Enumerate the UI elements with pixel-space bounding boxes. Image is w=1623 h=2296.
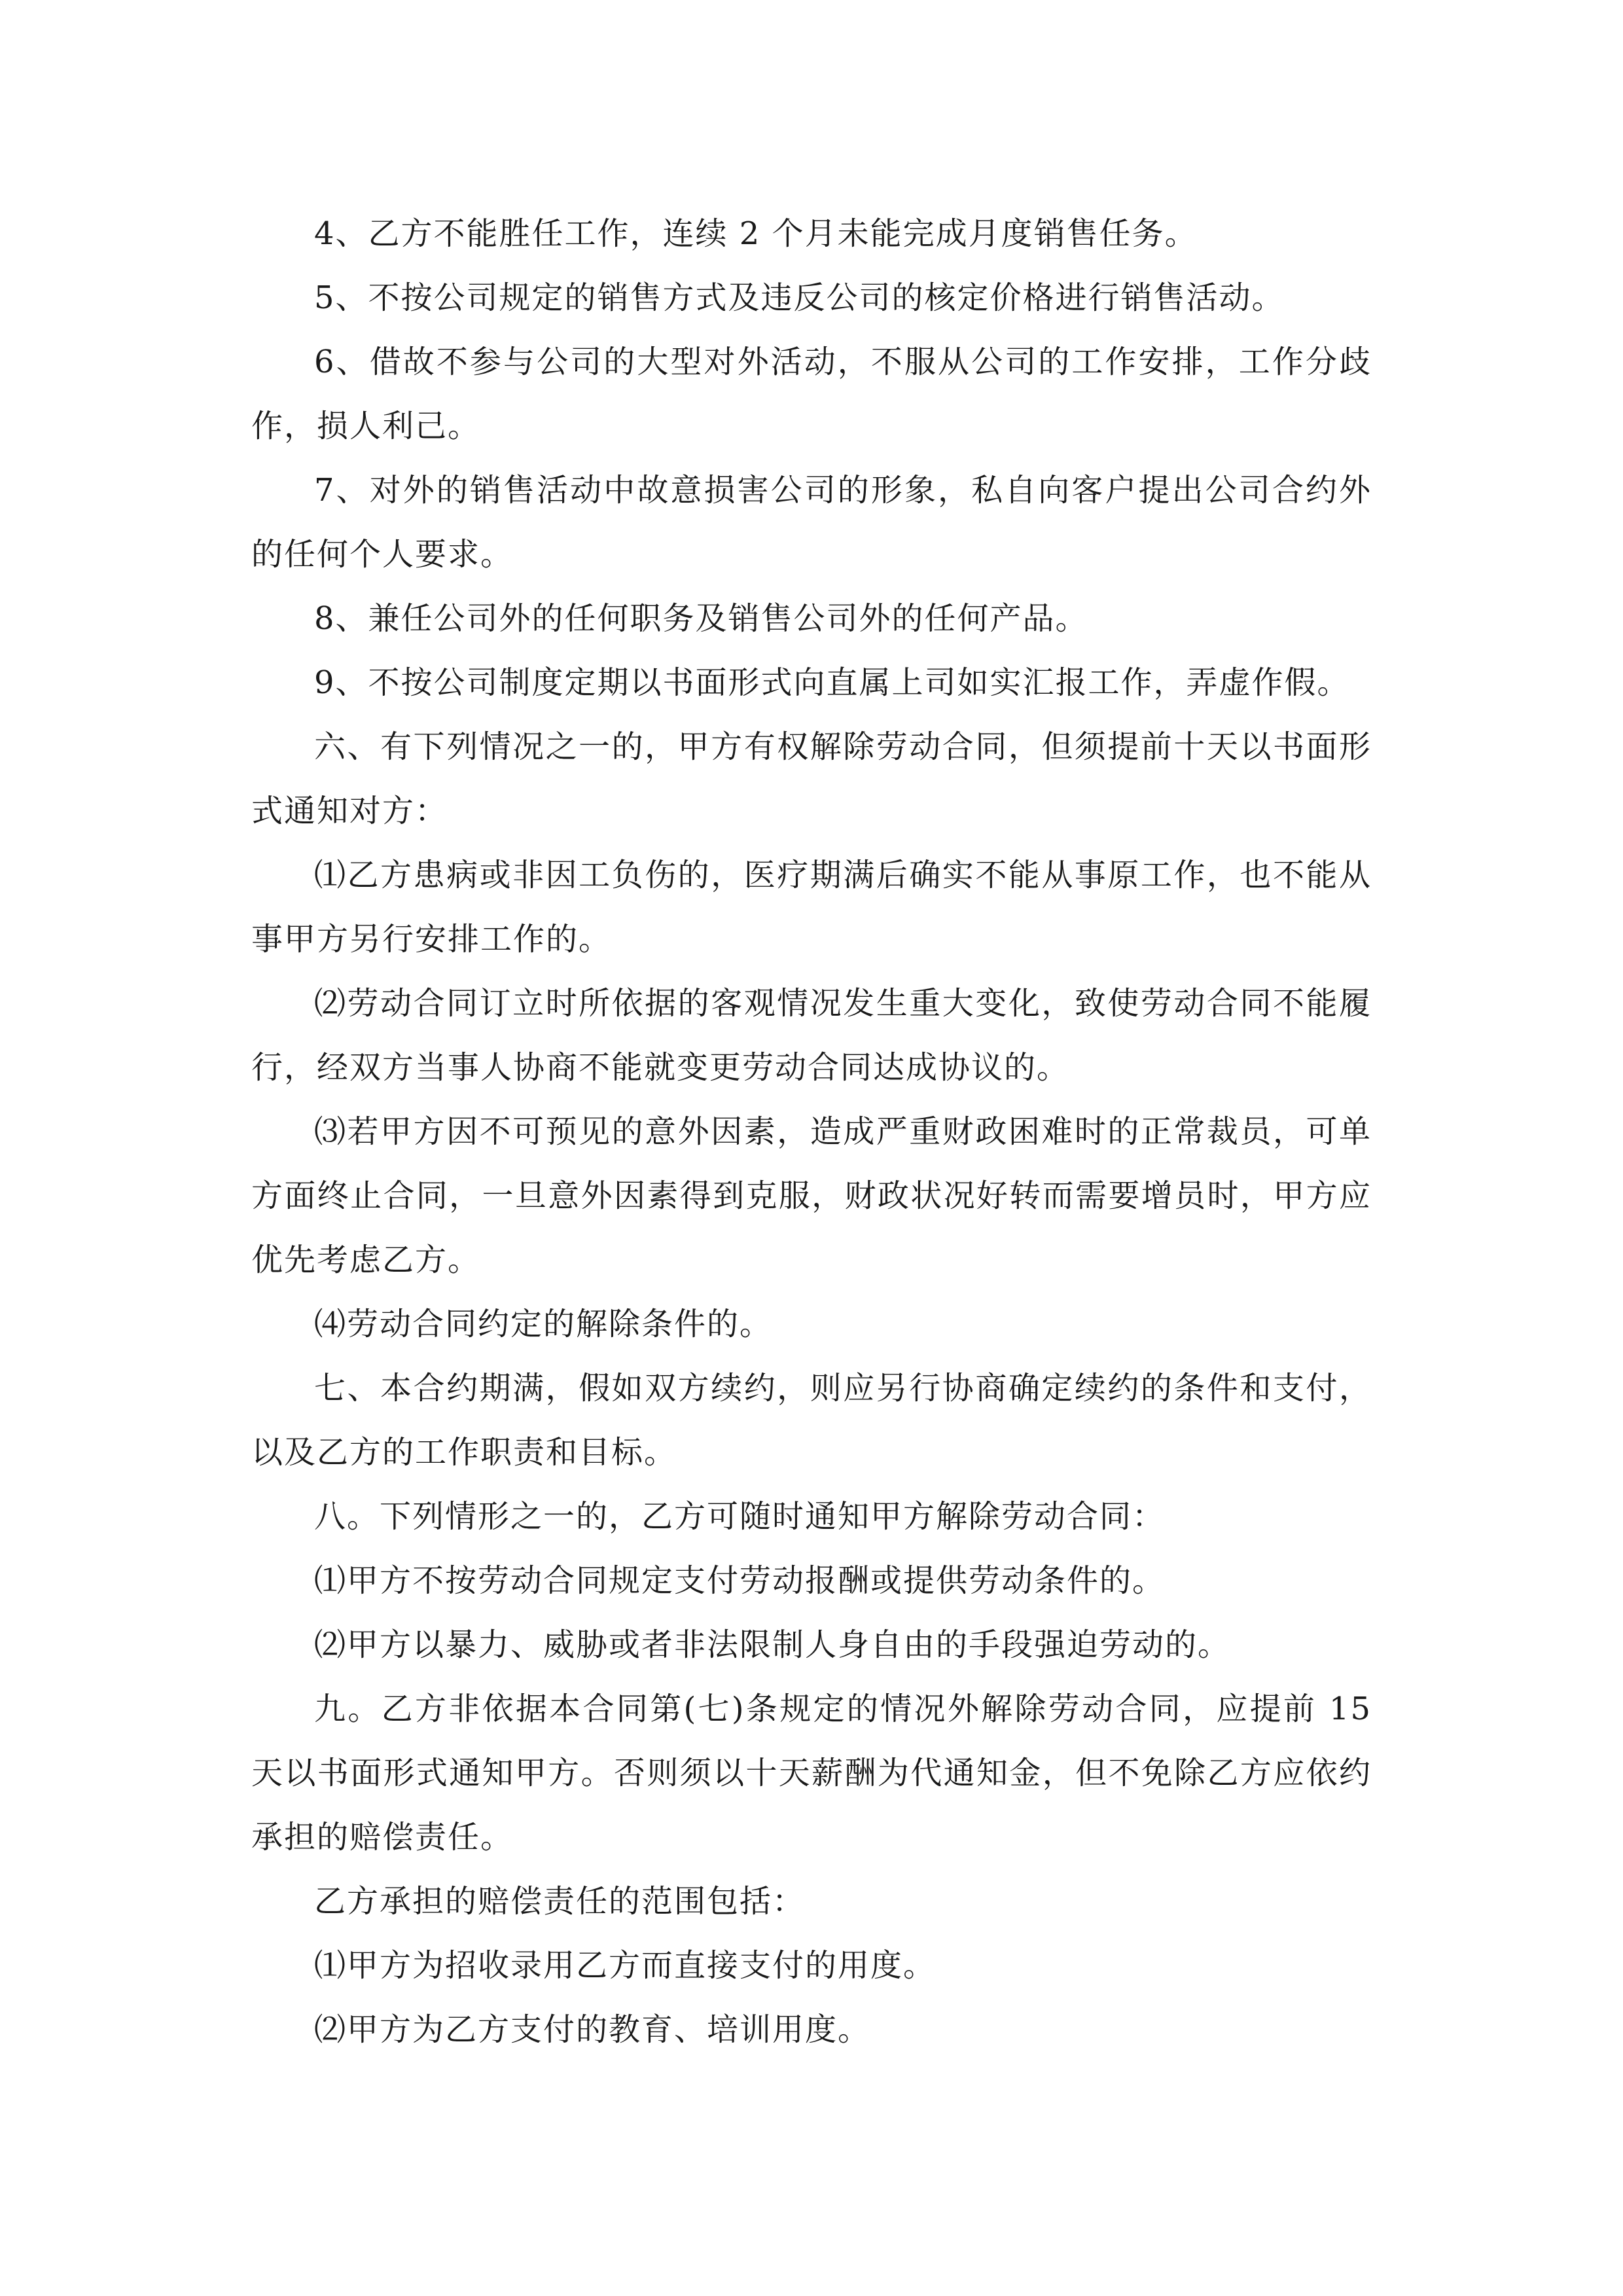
section-eight-clause-1: ⑴甲方不按劳动合同规定支付劳动报酬或提供劳动条件的。 — [314, 1562, 1166, 1599]
section-six-clause-2: ⑵劳动合同订立时所依据的客观情况发生重大变化，致使劳动合同不能履行，经双方当事人协商不能就变更劳动合同达成协议的。 — [251, 985, 1372, 1086]
section-six-clause-3: ⑶若甲方因不可预见的意外因素，造成严重财政困难时的正常裁员，可单方面终止合同，一旦意外因素得到克服，财政状况好转而需要增员时，甲方应优先考虑乙方。 — [251, 1113, 1372, 1278]
section-eight-heading: 八。下列情形之一的，乙方可随时通知甲方解除劳动合同： — [314, 1498, 1166, 1535]
compensation-scope-heading: 乙方承担的赔偿责任的范围包括： — [314, 1883, 806, 1920]
section-six-clause-1: ⑴乙方患病或非因工负伤的，医疗期满后确实不能从事原工作，也不能从事甲方另行安排工作的。 — [251, 857, 1372, 958]
paragraph-item-8: 8、兼任公司外的任何职务及销售公司外的任何产品。 — [314, 600, 1088, 637]
compensation-scope-clause-2: ⑵甲方为乙方支付的教育、培训用度。 — [314, 2011, 871, 2048]
paragraph-item-7: 7、对外的销售活动中故意损害公司的形象，私自向客户提出公司合约外的任何个人要求。 — [251, 472, 1372, 573]
section-nine: 九。乙方非依据本合同第(七)条规定的情况外解除劳动合同，应提前 15 天以书面形式通知甲方。否则须以十天薪酬为代通知金，但不免除乙方应依约承担的赔偿责任。 — [251, 1691, 1372, 1856]
paragraph-item-6: 6、借故不参与公司的大型对外活动，不服从公司的工作安排，工作分歧作，损人利己。 — [251, 344, 1372, 444]
document-body — [251, 202, 1372, 2062]
compensation-scope-clause-1: ⑴甲方为招收录用乙方而直接支付的用度。 — [314, 1947, 936, 1984]
paragraph-item-5: 5、不按公司规定的销售方式及违反公司的核定价格进行销售活动。 — [314, 279, 1285, 316]
section-eight-clause-2: ⑵甲方以暴力、威胁或者非法限制人身自由的手段强迫劳动的。 — [314, 1626, 1231, 1663]
section-seven: 七、本合约期满，假如双方续约，则应另行协商确定续约的条件和支付，以及乙方的工作职责和目标。 — [251, 1370, 1372, 1471]
section-six-clause-4: ⑷劳动合同约定的解除条件的。 — [314, 1306, 773, 1342]
section-six-heading: 六、有下列情况之一的，甲方有权解除劳动合同，但须提前十天以书面形式通知对方： — [251, 728, 1372, 829]
paragraph-item-4: 4、乙方不能胜任工作，连续 2 个月未能完成月度销售任务。 — [314, 215, 1198, 252]
paragraph-item-9: 9、不按公司制度定期以书面形式向直属上司如实汇报工作，弄虚作假。 — [314, 664, 1350, 701]
